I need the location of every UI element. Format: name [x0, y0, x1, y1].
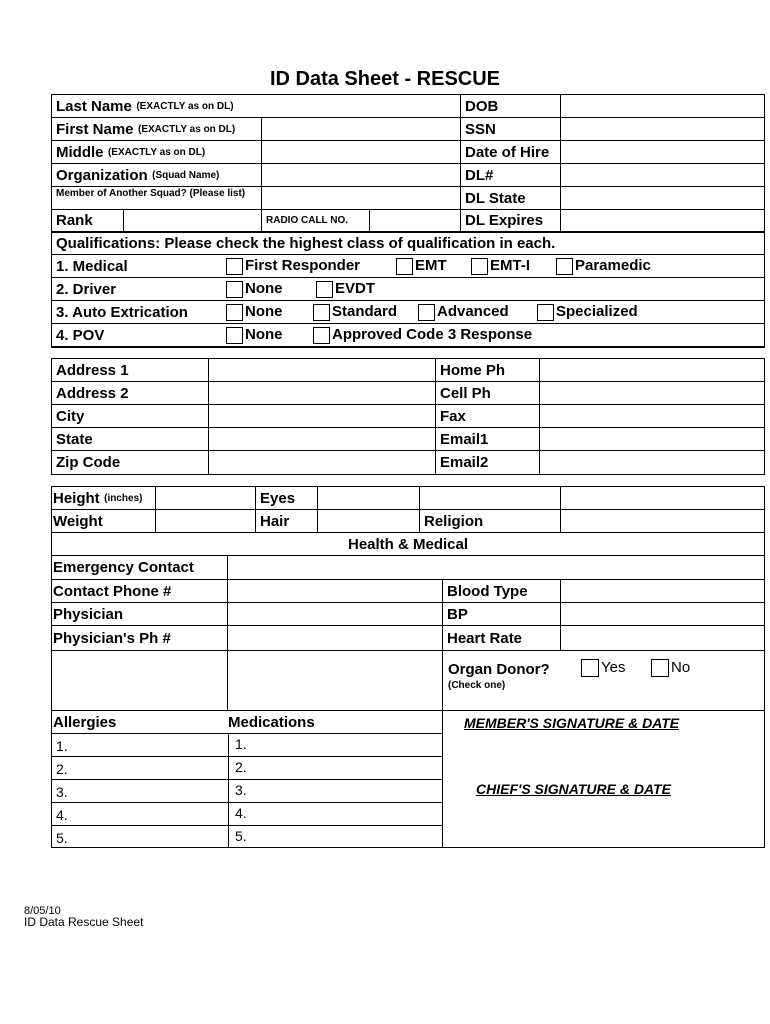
bp-label: BP	[443, 603, 561, 625]
qualifications-section	[51, 232, 765, 348]
member-signature-label: MEMBER'S SIGNATURE & DATE	[464, 715, 680, 731]
health-section	[51, 486, 765, 848]
radio-call-label: RADIO CALL NO.	[262, 210, 370, 231]
emergency-contact-label: Emergency Contact	[52, 556, 228, 579]
zip-label: Zip Code	[52, 451, 209, 474]
fax-field[interactable]	[540, 405, 764, 427]
no-checkbox[interactable]	[651, 659, 669, 677]
allergies-label: Allergies	[53, 714, 117, 731]
heart-rate-field[interactable]	[561, 626, 764, 650]
allergy-number[interactable]: 2.	[56, 761, 68, 777]
email2-field[interactable]	[540, 451, 764, 474]
medical-first-responder[interactable]: First Responder	[226, 257, 360, 275]
first-name-label: First Name (EXACTLY as on DL)	[52, 118, 262, 140]
address2-label: Address 2	[52, 382, 209, 404]
dl-state-field[interactable]	[561, 187, 764, 209]
weight-field[interactable]	[156, 510, 256, 532]
code3-checkbox[interactable]	[313, 327, 330, 344]
row-last-name	[52, 95, 764, 118]
specialized-checkbox[interactable]	[537, 304, 554, 321]
auto-specialized[interactable]: Specialized	[537, 303, 638, 321]
eyes-extra-field-2[interactable]	[561, 487, 764, 509]
emergency-contact-field[interactable]	[228, 556, 764, 579]
row-organization	[52, 164, 764, 187]
eyes-field[interactable]	[318, 487, 420, 509]
qualifications-header: Qualifications: Please check the highest class of qualification in each.	[56, 235, 556, 252]
medications-label: Medications	[228, 714, 315, 731]
middle-label: Middle (EXACTLY as on DL)	[52, 141, 262, 163]
pov-code3[interactable]: Approved Code 3 Response	[313, 326, 532, 344]
rank-field[interactable]	[124, 210, 262, 231]
physician-ph-label: Physician's Ph #	[52, 626, 228, 650]
allergy-number[interactable]: 3.	[56, 784, 68, 800]
footer-date: 8/05/10	[24, 905, 61, 917]
city-field[interactable]	[209, 405, 436, 427]
health-header-row	[52, 533, 764, 556]
evdt-checkbox[interactable]	[316, 281, 333, 298]
page-title: ID Data Sheet - RESCUE	[269, 68, 501, 90]
address1-field[interactable]	[209, 359, 436, 381]
blood-type-label: Blood Type	[443, 580, 561, 602]
physician-ph-field[interactable]	[228, 626, 443, 650]
auto-extrication-label: 3. Auto Extrication	[56, 303, 188, 321]
row-height	[52, 487, 764, 510]
row-address2	[52, 382, 764, 405]
contact-phone-label: Contact Phone #	[52, 580, 228, 602]
row-medical	[52, 255, 764, 278]
middle-field[interactable]	[262, 141, 461, 163]
identity-section	[51, 94, 765, 232]
email1-field[interactable]	[540, 428, 764, 450]
bp-field[interactable]	[561, 603, 764, 625]
dob-field[interactable]	[561, 95, 764, 117]
medication-number[interactable]: 5.	[235, 828, 247, 844]
physician-field[interactable]	[228, 603, 443, 625]
weight-label: Weight	[52, 510, 156, 532]
auto-none[interactable]: None	[226, 303, 283, 321]
cell-ph-label: Cell Ph	[436, 382, 540, 404]
driver-evdt[interactable]: EVDT	[316, 280, 375, 298]
organization-field[interactable]	[262, 164, 461, 186]
dl-state-label: DL State	[461, 187, 561, 209]
row-auto-extrication	[52, 301, 764, 324]
home-ph-label: Home Ph	[436, 359, 540, 381]
allergies-header-row	[52, 711, 442, 733]
height-label: Height (inches)	[52, 487, 156, 509]
radio-call-field[interactable]	[370, 210, 461, 231]
row-physician	[52, 603, 764, 626]
eyes-extra-field[interactable]	[420, 487, 561, 509]
driver-label: 2. Driver	[56, 280, 117, 298]
advanced-checkbox[interactable]	[418, 304, 435, 321]
first-name-field[interactable]	[262, 118, 461, 140]
address2-field[interactable]	[209, 382, 436, 404]
emt-checkbox[interactable]	[396, 258, 413, 275]
other-squad-label: Member of Another Squad? (Please list)	[52, 187, 262, 209]
state-field[interactable]	[209, 428, 436, 450]
pov-label: 4. POV	[56, 326, 105, 344]
footer-name: ID Data Rescue Sheet	[24, 915, 144, 929]
allergy-number[interactable]: 5.	[56, 830, 68, 846]
first-responder-checkbox[interactable]	[226, 258, 243, 275]
email1-label: Email1	[436, 428, 540, 450]
driver-none[interactable]: None	[226, 280, 283, 298]
row-address1	[52, 359, 764, 382]
date-of-hire-field[interactable]	[561, 141, 764, 163]
dob-label: DOB	[461, 95, 561, 117]
list-item	[52, 756, 442, 779]
auto-advanced[interactable]: Advanced	[418, 303, 509, 321]
date-of-hire-label: Date of Hire	[461, 141, 561, 163]
medical-paramedic[interactable]: Paramedic	[556, 257, 651, 275]
allergy-number[interactable]: 1.	[56, 738, 68, 754]
row-weight	[52, 510, 764, 533]
email2-label: Email2	[436, 451, 540, 474]
dl-num-field[interactable]	[561, 164, 764, 186]
emt-i-checkbox[interactable]	[471, 258, 488, 275]
organ-donor-yes[interactable]: Yes	[581, 659, 625, 677]
religion-label: Religion	[420, 510, 561, 532]
row-zip	[52, 451, 764, 474]
eyes-label: Eyes	[256, 487, 318, 509]
row-physician-ph	[52, 626, 764, 651]
other-squad-field[interactable]	[262, 187, 461, 209]
standard-checkbox[interactable]	[313, 304, 330, 321]
medical-emt[interactable]: EMT	[396, 257, 447, 275]
organ-donor-mid-blank	[228, 651, 443, 710]
chief-signature-label: CHIEF'S SIGNATURE & DATE	[476, 781, 671, 797]
pov-none-checkbox[interactable]	[226, 327, 243, 344]
address-section	[51, 358, 765, 475]
medical-emt-i[interactable]: EMT-I	[471, 257, 530, 275]
list-item	[52, 802, 442, 825]
medication-number[interactable]: 2.	[235, 759, 247, 775]
driver-none-checkbox[interactable]	[226, 281, 243, 298]
medication-number[interactable]: 1.	[235, 736, 247, 752]
city-label: City	[52, 405, 209, 427]
row-pov	[52, 324, 764, 347]
auto-standard[interactable]: Standard	[313, 303, 397, 321]
fax-label: Fax	[436, 405, 540, 427]
auto-none-checkbox[interactable]	[226, 304, 243, 321]
dl-num-label: DL#	[461, 164, 561, 186]
heart-rate-label: Heart Rate	[443, 626, 561, 650]
height-field[interactable]	[156, 487, 256, 509]
organ-donor-no[interactable]: No	[651, 659, 690, 677]
address1-label: Address 1	[52, 359, 209, 381]
cell-ph-field[interactable]	[540, 382, 764, 404]
medical-label: 1. Medical	[56, 257, 128, 275]
ssn-field[interactable]	[561, 118, 764, 140]
row-organ-donor	[52, 651, 764, 711]
rank-label: Rank	[52, 210, 124, 231]
hair-field[interactable]	[318, 510, 420, 532]
row-state	[52, 428, 764, 451]
pov-none[interactable]: None	[226, 326, 283, 344]
row-other-squad	[52, 187, 764, 210]
row-rank	[52, 210, 764, 231]
organization-label: Organization (Squad Name)	[52, 164, 262, 186]
last-name-label: Last Name (EXACTLY as on DL)	[52, 95, 461, 117]
check-one-label: (Check one)	[448, 680, 506, 691]
list-item	[52, 779, 442, 802]
row-emergency-contact	[52, 556, 764, 580]
allergies-medications-grid	[52, 711, 443, 847]
ssn-label: SSN	[461, 118, 561, 140]
row-driver	[52, 278, 764, 301]
paramedic-checkbox[interactable]	[556, 258, 573, 275]
hair-label: Hair	[256, 510, 318, 532]
qualifications-header-row	[52, 233, 764, 255]
list-item	[52, 825, 442, 848]
allergy-number[interactable]: 4.	[56, 807, 68, 823]
blood-type-field[interactable]	[561, 580, 764, 602]
list-item	[52, 733, 442, 756]
state-label: State	[52, 428, 209, 450]
row-contact-phone	[52, 580, 764, 603]
yes-checkbox[interactable]	[581, 659, 599, 677]
health-header: Health & Medical	[347, 535, 469, 553]
dl-expires-label: DL Expires	[461, 210, 561, 231]
medication-number[interactable]: 4.	[235, 805, 247, 821]
organ-donor-label: Organ Donor?	[448, 661, 550, 678]
row-middle	[52, 141, 764, 164]
home-ph-field[interactable]	[540, 359, 764, 381]
physician-label: Physician	[52, 603, 228, 625]
dl-expires-field[interactable]	[561, 210, 764, 231]
religion-field[interactable]	[561, 510, 764, 532]
grid-divider	[228, 733, 229, 847]
row-city	[52, 405, 764, 428]
row-first-name	[52, 118, 764, 141]
medication-number[interactable]: 3.	[235, 782, 247, 798]
contact-phone-field[interactable]	[228, 580, 443, 602]
organ-donor-left-blank	[52, 651, 228, 710]
zip-field[interactable]	[209, 451, 436, 474]
